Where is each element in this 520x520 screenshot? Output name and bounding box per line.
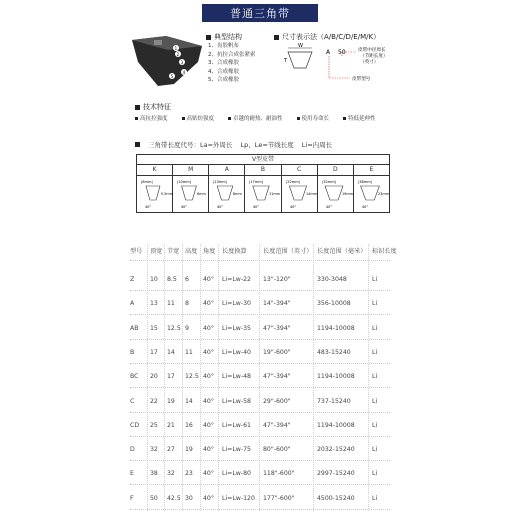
vbelt-profile-shape [253,186,269,200]
spec-header-cell: 长度范围（英寸） [263,248,313,255]
length-code-li: Li=内周长 [301,141,333,149]
vbelt-profile-icon [139,178,171,210]
spec-cell: Li [372,348,378,356]
vbelt-shape-row [137,176,389,212]
spec-cell: 1194-10008 [317,324,355,332]
feature-item: 特低延伸性 [343,114,376,122]
spec-cell: F [130,494,134,502]
spec-cell: 1194-10008 [317,421,355,429]
column-divider [182,244,183,511]
vbelt-profile-shape [289,186,306,200]
vbelt-profile-icon [211,178,243,210]
spec-cell: 6 [185,276,189,283]
vbelt-width-label: |17mm| [249,180,264,184]
column-divider [259,244,260,511]
vbelt-width-label: |22mm| [285,180,300,184]
spec-cell: Li [372,470,378,478]
spec-cell: 40° [203,324,214,332]
spec-cell: Li [372,421,378,429]
spec-cell: Li [372,324,378,332]
spec-cell: 20 [150,373,158,381]
spec-header-cell: 长度换算 [222,248,247,255]
spec-cell: 50 [150,494,158,502]
column-divider [313,244,314,511]
vbelt-table-title: V型皮带 [137,155,389,165]
spec-cell: 12.5 [185,373,199,381]
note-unit: （英寸） [360,60,379,65]
row-divider [130,339,390,340]
vbelt-type-m: M [173,165,209,175]
row-divider [130,484,390,485]
vbelt-shape-cell [173,176,209,212]
vbelt-shape-cell [318,176,354,212]
callout-1: 1 [174,46,178,51]
vbelt-type-table [136,154,390,213]
label-50: 50 [338,49,346,56]
spec-cell: 25 [150,421,158,429]
row-divider [130,387,390,388]
vbelt-angle-label: 40° [217,205,224,209]
spec-cell: 42.5 [167,494,181,502]
spec-cell: Li=Lw-80 [222,470,251,478]
callout-5: 5 [170,74,174,79]
spec-cell: 12.5 [167,324,181,332]
vbelt-height-label: 19mm [341,192,353,196]
vbelt-type-d: D [318,165,354,175]
length-code-la: 三角带长度代号：La=外周长 [148,141,233,149]
label-w: W [298,43,303,49]
spec-cell: 2997-15240 [317,470,355,478]
spec-cell: 177"-600" [263,494,295,502]
length-code-line [135,140,332,149]
spec-cell: 11 [185,348,193,356]
spec-cell: 27 [167,446,175,454]
spec-cell: C [130,397,135,405]
feature-item: 高抗拉强度 [135,114,168,122]
vbelt-width-label: |8mm| [141,180,153,184]
feature-item: 使用寿命长 [297,114,330,122]
spec-cell: Li [372,300,378,308]
spec-cell: 13"-120" [263,276,291,283]
spec-cell: 16 [185,421,193,429]
spec-cell: 19 [167,397,175,405]
spec-header-cell: 节宽 [167,248,180,255]
row-divider [130,363,390,364]
vbelt-angle-label: 40° [361,205,368,209]
spec-cell: A [130,300,135,308]
vbelt-profile-shape [217,186,233,200]
vbelt-height-label: 11mm [269,192,281,196]
vbelt-shape-cell [137,176,173,212]
spec-cell: 330-3048 [317,276,347,283]
callout-3: 3 [180,60,184,65]
vbelt-shape-cell [209,176,245,212]
spec-cell: 8.5 [167,276,177,283]
spec-cell: 47"-394" [263,373,291,381]
spec-cell: Li [372,276,378,283]
spec-cell: 23 [185,470,193,478]
vbelt-angle-label: 40° [181,205,188,209]
feature-item: 卓越的耐热、耐油性 [228,114,283,122]
spec-cell: 32 [167,470,175,478]
dimension-heading [274,32,380,42]
spec-cell: B [130,348,135,356]
structure-item: 5、合成橡胶 [208,77,239,84]
spec-header-cell: 标识长度 [372,248,397,255]
vbelt-height-label: 5.5mm [161,192,173,196]
spec-cell: 40° [203,276,214,283]
spec-cell: BC [130,373,139,381]
row-divider [130,314,390,315]
spec-cell: 40° [203,494,214,502]
row-divider [130,509,390,510]
vbelt-height-label: 14mm [305,192,317,196]
spec-cell: Li=Lw-30 [222,300,251,308]
structure-item: 2、抗拉合成张紧索 [208,51,256,58]
column-divider [368,244,369,511]
column-divider [164,244,165,511]
vbelt-profile-icon [175,178,207,210]
spec-cell: Li=Lw-61 [222,421,251,429]
vbelt-profile-shape [146,186,160,200]
spec-cell: Li=Lw-35 [222,324,251,332]
vbelt-profile-icon [356,178,388,210]
spec-cell: 17 [167,373,175,381]
vbelt-type-e: E [369,166,374,173]
spec-cell: Li [372,494,378,502]
spec-cell: 21 [167,421,175,429]
label-t: T [284,58,288,64]
structure-item: 4、合成橡胶 [208,68,239,75]
page-title: 普通三角带 [202,4,318,22]
vbelt-height-label: 8mm [233,192,243,196]
spec-cell: 11 [167,300,175,308]
vbelt-width-label: |10mm| [177,180,192,184]
spec-cell: 40° [203,300,214,308]
vbelt-type-k: K [137,165,173,175]
spec-cell: E [130,470,134,478]
bullet-icon [297,117,300,120]
column-divider [218,244,219,511]
features-heading [135,102,171,112]
dimension-diagram [282,42,412,90]
spec-cell: 80"-600" [263,446,291,454]
spec-cell: 40° [203,348,214,356]
vbelt-width-label: |13mm| [213,180,228,184]
vbelt-profile-icon [247,178,279,210]
vbelt-width-label: |38mm| [357,180,372,184]
spec-cell: 17 [150,348,158,356]
column-divider [147,244,148,511]
vbelt-height-label: 23mm [377,192,389,196]
structure-heading [206,32,242,42]
spec-cell: 356-10008 [317,300,351,308]
bullet-icon [228,117,231,120]
spec-cell: 40° [203,446,214,454]
vbelt-profile-icon [284,178,316,210]
spec-cell: Li=Lw-48 [222,373,251,381]
label-a: A [326,49,331,56]
vbelt-shape-cell [282,176,318,212]
vbelt-shape-cell [354,176,389,212]
structure-item: 1、齿胶帆布 [208,43,239,49]
structure-item: 3、合成橡胶 [208,60,239,67]
spec-cell: Li [372,397,378,405]
bullet-square-icon [135,105,140,110]
vbelt-height-label: 6mm [197,192,206,196]
row-divider [130,460,390,461]
spec-cell: 15 [150,324,158,332]
row-divider [130,290,390,291]
spec-header-cell: 型号 [130,248,143,255]
vbelt-profile-shape [360,186,379,200]
structure-list [208,42,256,85]
vbelt-angle-label: 40° [145,205,152,209]
vbelt-profile-shape [182,186,197,200]
spec-cell: 118"-600" [263,470,295,478]
spec-cell: Z [130,276,135,283]
spec-cell: Li=Lw-40 [222,348,251,356]
bullet-icon [135,117,138,120]
spec-cell: 2032-15240 [317,446,355,454]
vbelt-angle-label: 40° [289,205,296,209]
vbelt-profile-shape [325,186,343,200]
features-list [135,114,376,122]
spec-cell: 19"-600" [263,348,291,356]
spec-header-cell: 高度 [185,248,198,255]
callout-2: 2 [176,52,180,57]
spec-cell: 9 [185,324,189,332]
note-model: 皮带型号 [352,77,371,82]
spec-cell: Li=Lw-58 [222,397,251,405]
spec-cell: 47"-394" [263,324,291,332]
bullet-square-icon [135,142,140,147]
bullet-icon [343,117,346,120]
belt-cross-section-image [128,32,208,90]
vbelt-type-row [137,165,389,176]
vbelt-type-a: A [209,165,245,175]
vbelt-type-b: B [245,165,281,175]
spec-cell: 8 [185,300,189,308]
spec-cell: Li=Lw-22 [222,276,251,283]
callout-4: 4 [182,70,186,75]
spec-cell: CD [130,421,140,429]
vbelt-width-label: |32mm| [321,180,336,184]
row-divider [130,412,390,413]
dimension-heading-text: 尺寸表示法（A/B/C/D/E/M/K） [282,33,381,41]
spec-cell: 40° [203,421,214,429]
spec-cell: 38 [150,470,158,478]
vbelt-type-c: C [282,165,318,175]
features-heading-text: 技术特征 [143,103,171,111]
spec-cell: Li [372,373,378,381]
spec-cell: 14 [185,397,193,405]
spec-cell: 40° [203,470,214,478]
spec-cell: 13 [150,300,158,308]
spec-header-cell: 顶宽 [150,248,163,255]
bullet-square-icon [274,35,279,40]
spec-cell: 40° [203,397,214,405]
spec-cell: 19 [185,446,193,454]
spec-cell: 40° [203,373,214,381]
length-code-lp: Lp、Le=节线长度 [240,141,294,149]
note-pitch: 皮带中径周长 [358,48,386,53]
spec-cell: 737-15240 [317,397,351,405]
bullet-square-icon [206,35,211,40]
column-divider [200,244,201,511]
spec-header-cell: 长度范围（毫米） [317,248,367,255]
spec-cell: Li [372,446,378,454]
vbelt-profile-icon [320,178,352,210]
spec-cell: 14 [167,348,175,356]
spec-cell: D [130,446,135,454]
spec-cell: 22 [150,397,158,405]
spec-cell: 14"-394" [263,300,291,308]
spec-cell: 4500-15240 [317,494,355,502]
spec-cell: 1194-10008 [317,373,355,381]
spec-header-cell: 角度 [203,248,216,255]
vbelt-angle-label: 40° [325,205,332,209]
spec-cell: Li=Lw-75 [222,446,251,454]
spec-cell: Li=Lw-120 [222,494,255,502]
spec-cell: 30 [185,494,193,502]
feature-item: 高贴纺强度 [182,114,215,122]
vbelt-angle-label: 40° [253,205,260,209]
spec-cell: 10 [150,276,158,283]
structure-heading-text: 典型结构 [214,33,242,41]
row-divider [130,436,390,437]
note-pitch2: （节距长度） [360,54,388,59]
spec-cell: 47"-394" [263,421,291,429]
row-divider [130,260,390,261]
spec-cell: 483-15240 [317,348,351,356]
spec-cell: 32 [150,446,158,454]
vbelt-shape-cell [245,176,281,212]
spec-cell: 29"-600" [263,397,291,405]
bullet-icon [182,117,185,120]
spec-cell: AB [130,324,139,332]
